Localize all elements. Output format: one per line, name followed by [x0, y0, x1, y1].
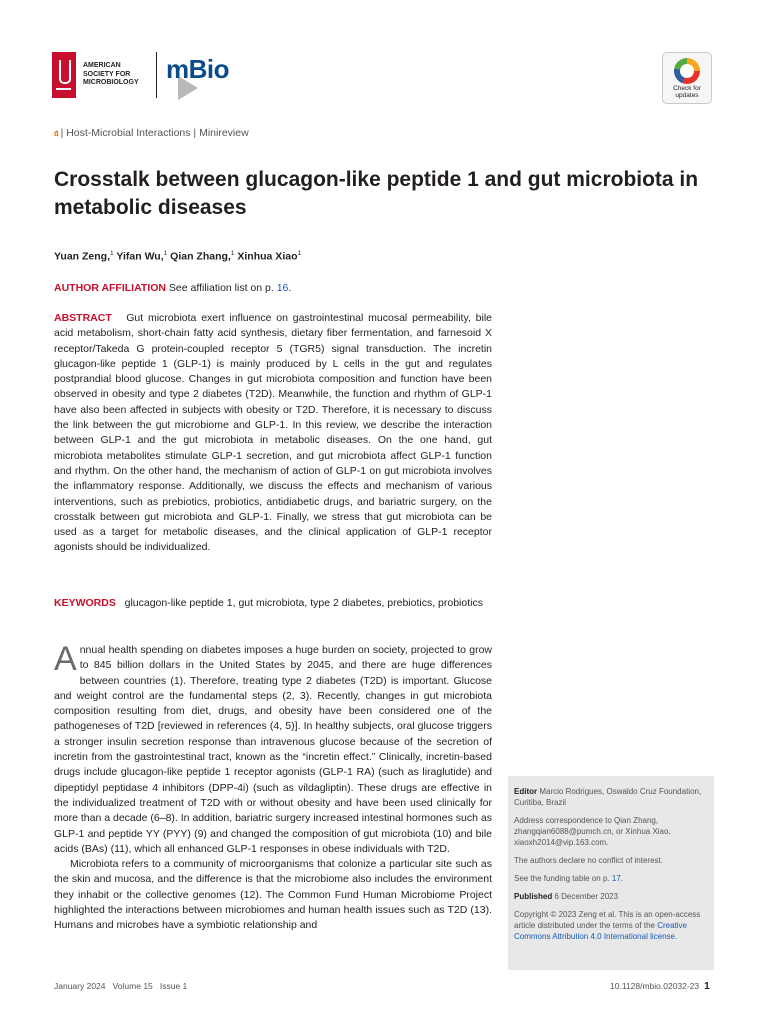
author-name: Yuan Zeng, — [54, 250, 111, 263]
asm-logo-icon — [52, 52, 76, 98]
article-body — [54, 640, 492, 934]
editor-text: Marcio Rodrigues, Oswaldo Cruz Foundation, Curitiba, Brazil — [514, 787, 702, 807]
published-date: 6 December 2023 — [554, 892, 619, 901]
abstract — [54, 311, 492, 556]
article-title: Crosstalk between glucagon-like peptide 1 and gut microbiota in metabolic diseases — [54, 168, 699, 219]
abstract-text: Gut microbiota exert influence on gastrointestinal mucosal permeability, bile acid metabolism, short-chain fatty acid synthesis, dietary fiber fermentation, and farnesoid X receptor/Takeda G protein-coupled receptor 5 (TGR5) signal transduction. The incretin glucagon-like peptide 1 (GLP-1) is mainly produced by L cells in the gut and regulates postprandial blood glucose. Changes in gut microbiota composition and function have been observed in obesity and type 2 diabetes (T2D). Meanwhile, the function and rhythm of GLP-1 have also been affected in subjects with obesity or T2D. Therefore, it is necessary to discuss the link between the gut microbiome and GLP-1. In this review, we describe the interaction between GLP-1 and the gut microbiota in metabolic diseases. On the one hand, gut microbiota metabolites stimulate GLP-1 secretion, and gut microbiota affect GLP-1 function and rhythm. On the other hand, the mechanism of action of GLP-1 on gut microbiota involves the inflammatory response. Additionally, we discuss the effects and mechanism of various interventions, such as prebiotics, probiotics, antidiabetic drugs, and bariatric surgery, on the crosstalk between gut microbiota and GLP-1. Finally, we stress that gut microbiota can be used as a target for metabolic diseases, and the clinical application of GLP-1 receptor agonists should be individualized. — [54, 312, 492, 554]
author-name: Yifan Wu, — [116, 250, 164, 263]
affiliation-text: See affiliation list on p. — [168, 282, 274, 294]
license-link[interactable]: Creative Commons Attribution 4.0 International license — [514, 921, 687, 941]
author-list — [54, 250, 301, 263]
mbio-logo-icon[interactable] — [164, 54, 244, 100]
footer-volume: Volume 15 — [112, 981, 153, 991]
check-for-updates-label: Check for updates — [673, 85, 701, 99]
body-paragraph: Microbiota refers to a community of microorganisms that colonize a particular site such as the skin and mucosa, and the difference is that the microbiome also includes the environment they inhabit or the collective genomes (12). The Common Fund Human Microbiome Project highlighted the interactions between microbiomes and human health issues such as T2D (13). Humans and microbes have a symbiotic relationship and — [54, 858, 492, 932]
article-section — [54, 127, 249, 140]
copyright-info — [514, 909, 706, 942]
author-affiliation-mark: 1 — [297, 250, 302, 257]
asm-logo[interactable] — [52, 52, 139, 98]
funding-page-link[interactable]: 17 — [611, 874, 621, 883]
journal-name: mBio — [166, 54, 229, 84]
copyright-text: Copyright © 2023 Zeng et al. This is an open-access article distributed under the terms of the — [514, 910, 701, 930]
footer-date: January 2024 — [54, 981, 106, 991]
author-affiliation-mark: 1 — [230, 250, 235, 257]
published-info — [514, 891, 706, 902]
article-info-box — [508, 776, 714, 970]
drop-cap: A — [54, 640, 77, 678]
author-name: Qian Zhang, — [170, 250, 231, 263]
affiliation-period: . — [288, 282, 292, 294]
correspondence-info: Address correspondence to Qian Zhang, zhangqian6088@pumch.cn, or Xinhua Xiao, xiaoxh2014@vip.163.com. — [514, 816, 671, 847]
funding-info — [514, 873, 706, 884]
check-for-updates-icon — [674, 58, 700, 84]
keywords-label: KEYWORDS — [54, 597, 116, 609]
editor-label: Editor — [514, 787, 538, 796]
abstract-label: ABSTRACT — [54, 312, 112, 324]
license-period: . — [674, 932, 678, 941]
logo-divider — [156, 52, 157, 98]
author-affiliation-mark: 1 — [163, 250, 168, 257]
editor-info — [514, 786, 706, 808]
footer-issue: Issue 1 — [159, 981, 188, 991]
author-affiliation-mark: 1 — [110, 250, 114, 257]
funding-text: See the funding table on p. — [514, 874, 610, 883]
footer-doi[interactable]: 10.1128/mbio.02032-23 — [610, 981, 700, 991]
section-label: | Host-Microbial Interactions | Minireview — [60, 127, 249, 139]
open-access-icon: 𝔞 — [54, 127, 59, 139]
footer-issue-info — [54, 981, 187, 991]
page-number: 1 — [704, 981, 710, 992]
published-label: Published — [514, 892, 553, 901]
body-paragraph — [54, 640, 492, 857]
affiliation-label: AUTHOR AFFILIATION — [54, 282, 166, 294]
author-name: Xinhua Xiao — [237, 250, 298, 263]
affiliation-page-link[interactable]: 16 — [276, 282, 289, 294]
check-for-updates-badge[interactable] — [662, 52, 712, 104]
body-paragraph-text: nnual health spending on diabetes imposes a huge burden on society, projected to grow to 845 billion dollars in the United States by 2045, and there are huge differences between countries (1). Therefore, treating type 2 diabetes (T2D) is important. Glucose and weight control are the fundamental steps (2, 3). Recently, changes in gut microbiota composition resulting from diet, drugs, and obesity have been considered one of the pathogeneses of T2D [reviewed in references (4, 5)]. In healthy subjects, oral glucose triggers a stronger insulin secretion response than intravenous glucose because of the secretion of incretin from the gastrointestinal tract, known as the “incretin effect.” Clinically, incretin-based drugs include glucagon-like peptide 1 receptor agonists (GLP-1 RA) (such as liraglutide) and dipeptidyl peptidase 4 inhibitors (DPP-4i) (such as vildagliptin). These drugs are effective in the individualized treatment of T2D with or without obesity and have been used clinically for more than a decade (6–8). In addition, bariatric surgery increased intestinal hormones such as GLP-1 and peptide YY (PYY) (9) and changed the composition of gut microbiota (10) and bile acids (BAs) (11), which all enhanced GLP-1 responses in obese individuals with T2D. — [54, 644, 492, 855]
footer-doi-info — [610, 981, 710, 992]
author-affiliation — [54, 282, 291, 294]
conflict-statement: The authors declare no conflict of interest. — [514, 856, 663, 865]
keywords — [54, 596, 492, 611]
keywords-text: glucagon-like peptide 1, gut microbiota, type 2 diabetes, prebiotics, probiotics — [124, 597, 483, 609]
funding-period: . — [620, 874, 624, 883]
asm-wordmark: AMERICAN SOCIETY FOR MICROBIOLOGY — [83, 62, 139, 87]
